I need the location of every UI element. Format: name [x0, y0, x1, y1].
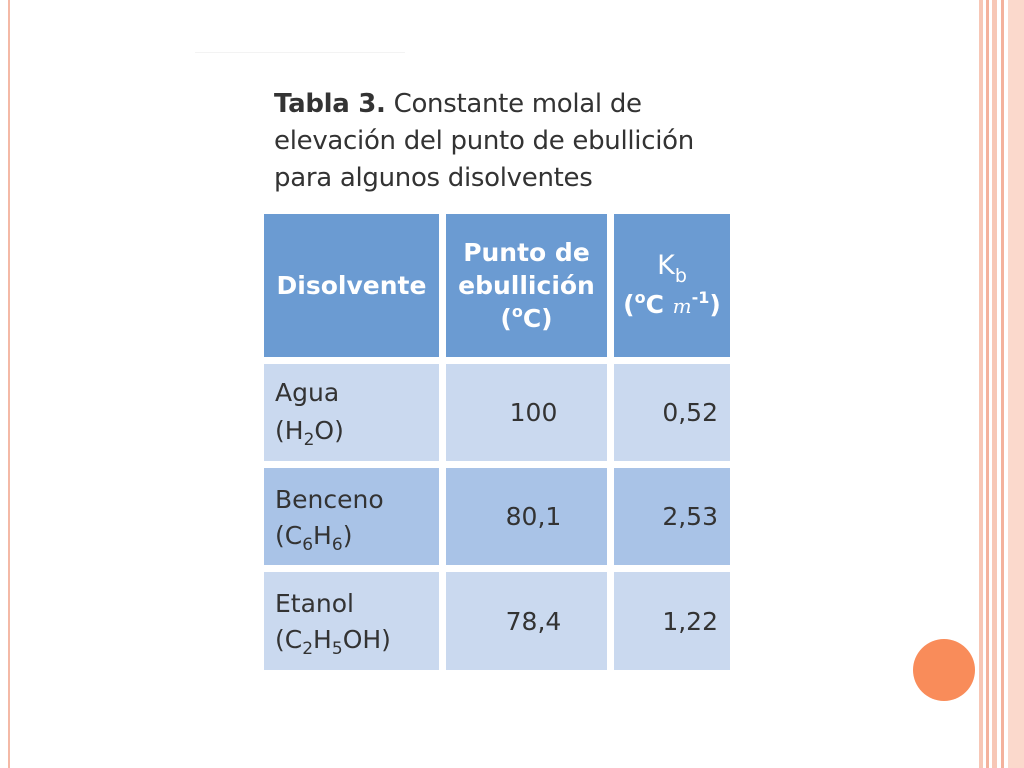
- solvent-formula: $(C_6H_6)$: [275, 521, 353, 555]
- boiling-point-value: 100: [509, 398, 558, 427]
- table-row-benceno-name: [264, 468, 439, 565]
- kb-value: 1,22: [662, 606, 718, 636]
- header-bp-line-2: ebullición: [458, 271, 595, 300]
- solvent-name: Agua: [275, 378, 340, 407]
- table-row-etanol-name: [264, 572, 439, 670]
- decorative-circle: [913, 639, 975, 701]
- caption-label: Tabla 3.: [274, 89, 386, 119]
- caption-line-1: [274, 86, 744, 123]
- header-kb-unit: ($^o$C $m^{-1}$): [623, 287, 721, 319]
- boiling-point-value: 78,4: [505, 606, 562, 636]
- slide-border-right: [1008, 0, 1024, 768]
- solvent-name: Etanol: [275, 589, 355, 618]
- table-row-benceno-bp: [446, 468, 607, 565]
- slide-border-right: [986, 0, 989, 768]
- caption-line-2: elevación del punto de ebullición: [274, 126, 694, 156]
- table-caption: [274, 86, 744, 197]
- slide-border-right: [992, 0, 997, 768]
- boiling-point-value: 80,1: [505, 502, 562, 531]
- header-solvent: [264, 214, 439, 357]
- caption-line-3: para algunos disolventes: [274, 163, 593, 193]
- slide-border-right: [979, 0, 983, 768]
- table-row-agua-kb: [614, 364, 730, 461]
- kb-value: 0,52: [662, 398, 718, 427]
- header-kb: [614, 214, 730, 357]
- table-row-etanol-bp: [446, 572, 607, 670]
- header-boiling-point: [446, 214, 607, 357]
- slide-border-left: [8, 0, 10, 768]
- header-kb-symbol: $K_b$: [657, 249, 687, 287]
- table-row-agua-bp: [446, 364, 607, 461]
- caption-text-1: Constante molal de: [385, 89, 642, 119]
- slide-border-right: [1001, 0, 1004, 768]
- kb-value: 2,53: [662, 502, 718, 531]
- header-bp-line-1: Punto de: [463, 238, 590, 267]
- table-row-etanol-kb: [614, 572, 730, 670]
- solvent-formula: $(H_2O)$: [275, 416, 344, 450]
- table-row-benceno-kb: [614, 468, 730, 565]
- header-solvent-label: Disolvente: [276, 271, 427, 300]
- decorative-line: [195, 52, 405, 53]
- table-row-agua-name: [264, 364, 439, 461]
- header-bp-unit: ($^o$C): [500, 302, 553, 333]
- solvent-name: Benceno: [275, 485, 384, 514]
- solvent-formula: $(C_2H_5OH)$: [275, 625, 391, 659]
